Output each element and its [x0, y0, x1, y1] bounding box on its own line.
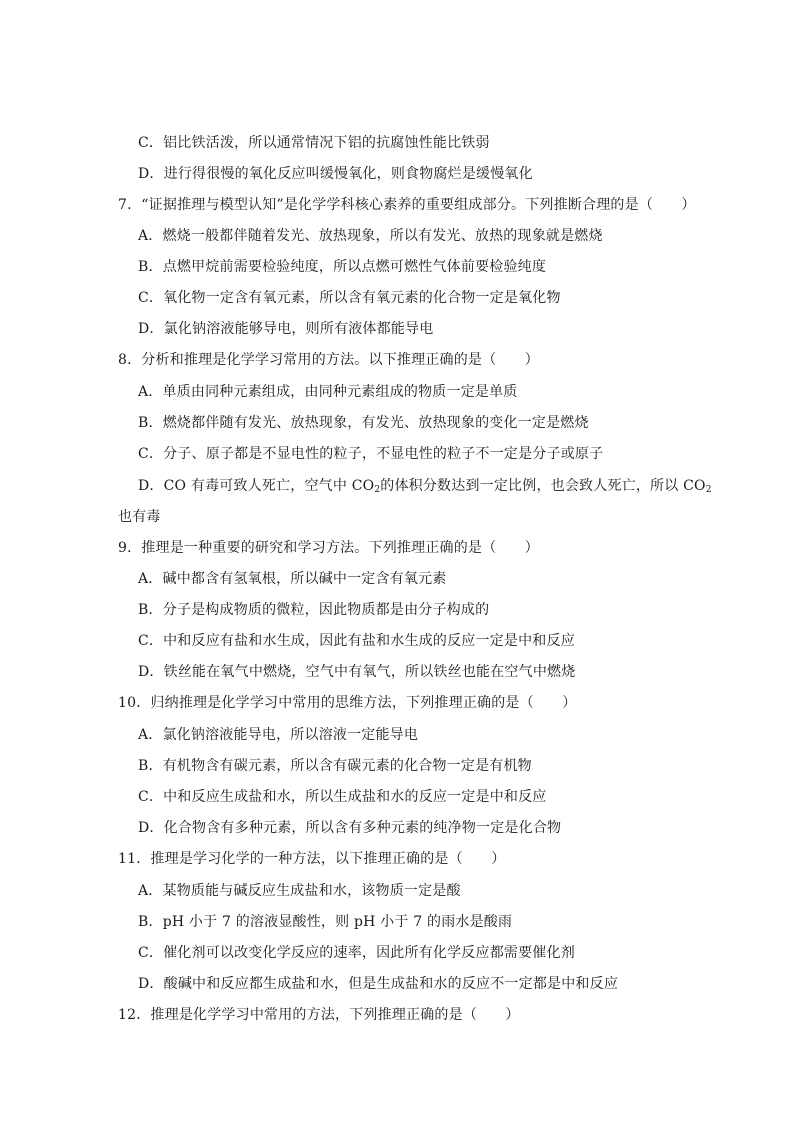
q11-option-b: B．pH 小于 7 的溶液显酸性，则 pH 小于 7 的雨水是酸雨: [138, 914, 513, 930]
q8-option-a: A．单质由同种元素组成，由同种元素组成的物质一定是单质: [138, 384, 518, 400]
question-7-stem: 7．“证据推理与模型认知”是化学学科核心素养的重要组成部分。下列推断合理的是（ ）: [118, 197, 696, 213]
question-8-stem: 8．分析和推理是化学学习常用的方法。以下推理正确的是（ ）: [118, 352, 539, 368]
q11-option-d: D．酸碱中和反应都生成盐和水，但是生成盐和水的反应不一定都是中和反应: [138, 976, 619, 992]
q8-option-d-text-a: D．CO 有毒可致人死亡，空气中 CO: [138, 478, 375, 494]
q7-option-a: A．燃烧一般都伴随着发光、放热现象，所以有发光、放热的现象就是燃烧: [138, 228, 603, 244]
q8-option-d-continuation: 也有毒: [118, 509, 161, 525]
co2-subscript: 2: [705, 485, 712, 495]
q8-option-d: [138, 476, 712, 496]
q7-option-c: C．氧化物一定含有氧元素，所以含有氧元素的化合物一定是氧化物: [138, 290, 561, 306]
q7-option-d: D．氯化钠溶液能够导电，则所有液体都能导电: [138, 321, 434, 337]
question-10-stem: 10．归纳推理是化学学习中常用的思维方法，下列推理正确的是（ ）: [118, 695, 577, 711]
q10-option-c: C．中和反应生成盐和水，所以生成盐和水的反应一定是中和反应: [138, 789, 547, 805]
q6-option-d: D．进行得很慢的氧化反应叫缓慢氧化，则食物腐烂是缓慢氧化: [138, 166, 533, 182]
question-12-stem: 12．推理是化学学习中常用的方法，下列推理正确的是（ ）: [118, 1007, 520, 1023]
q8-option-c: C．分子、原子都是不显电性的粒子，不显电性的粒子不一定是分子或原子: [138, 446, 604, 462]
q10-option-a: A．氯化钠溶液能导电，所以溶液一定能导电: [138, 727, 419, 743]
q7-option-b: B．点燃甲烷前需要检验纯度，所以点燃可燃性气体前要检验纯度: [138, 259, 547, 275]
q6-option-c: C．铝比铁活泼，所以通常情况下铝的抗腐蚀性能比铁弱: [138, 135, 490, 151]
q8-option-b: B．燃烧都伴随有发光、放热现象，有发光、放热现象的变化一定是燃烧: [138, 415, 589, 431]
q9-option-c: C．中和反应有盐和水生成，因此有盐和水生成的反应一定是中和反应: [138, 633, 575, 649]
q9-option-a: A．碱中都含有氢氧根，所以碱中一定含有氧元素: [138, 571, 447, 587]
q11-option-a: A．某物质能与碱反应生成盐和水，该物质一定是酸: [138, 883, 461, 899]
q11-option-c: C．催化剂可以改变化学反应的速率，因此所有化学反应都需要催化剂: [138, 945, 575, 961]
q10-option-d: D．化合物含有多种元素，所以含有多种元素的纯净物一定是化合物: [138, 820, 562, 836]
q9-option-b: B．分子是构成物质的微粒，因此物质都是由分子构成的: [138, 602, 490, 618]
q9-option-d: D．铁丝能在氧气中燃烧，空气中有氧气，所以铁丝也能在空气中燃烧: [138, 664, 576, 680]
co2-subscript: 2: [374, 485, 381, 495]
question-11-stem: 11．推理是学习化学的一种方法，以下推理正确的是（ ）: [118, 851, 506, 867]
question-9-stem: 9．推理是一种重要的研究和学习方法。下列推理正确的是（ ）: [118, 540, 539, 556]
q8-option-d-text-b: 的体积分数达到一定比例，也会致人死亡，所以 CO: [380, 478, 706, 494]
q10-option-b: B．有机物含有碳元素，所以含有碳元素的化合物一定是有机物: [138, 758, 532, 774]
